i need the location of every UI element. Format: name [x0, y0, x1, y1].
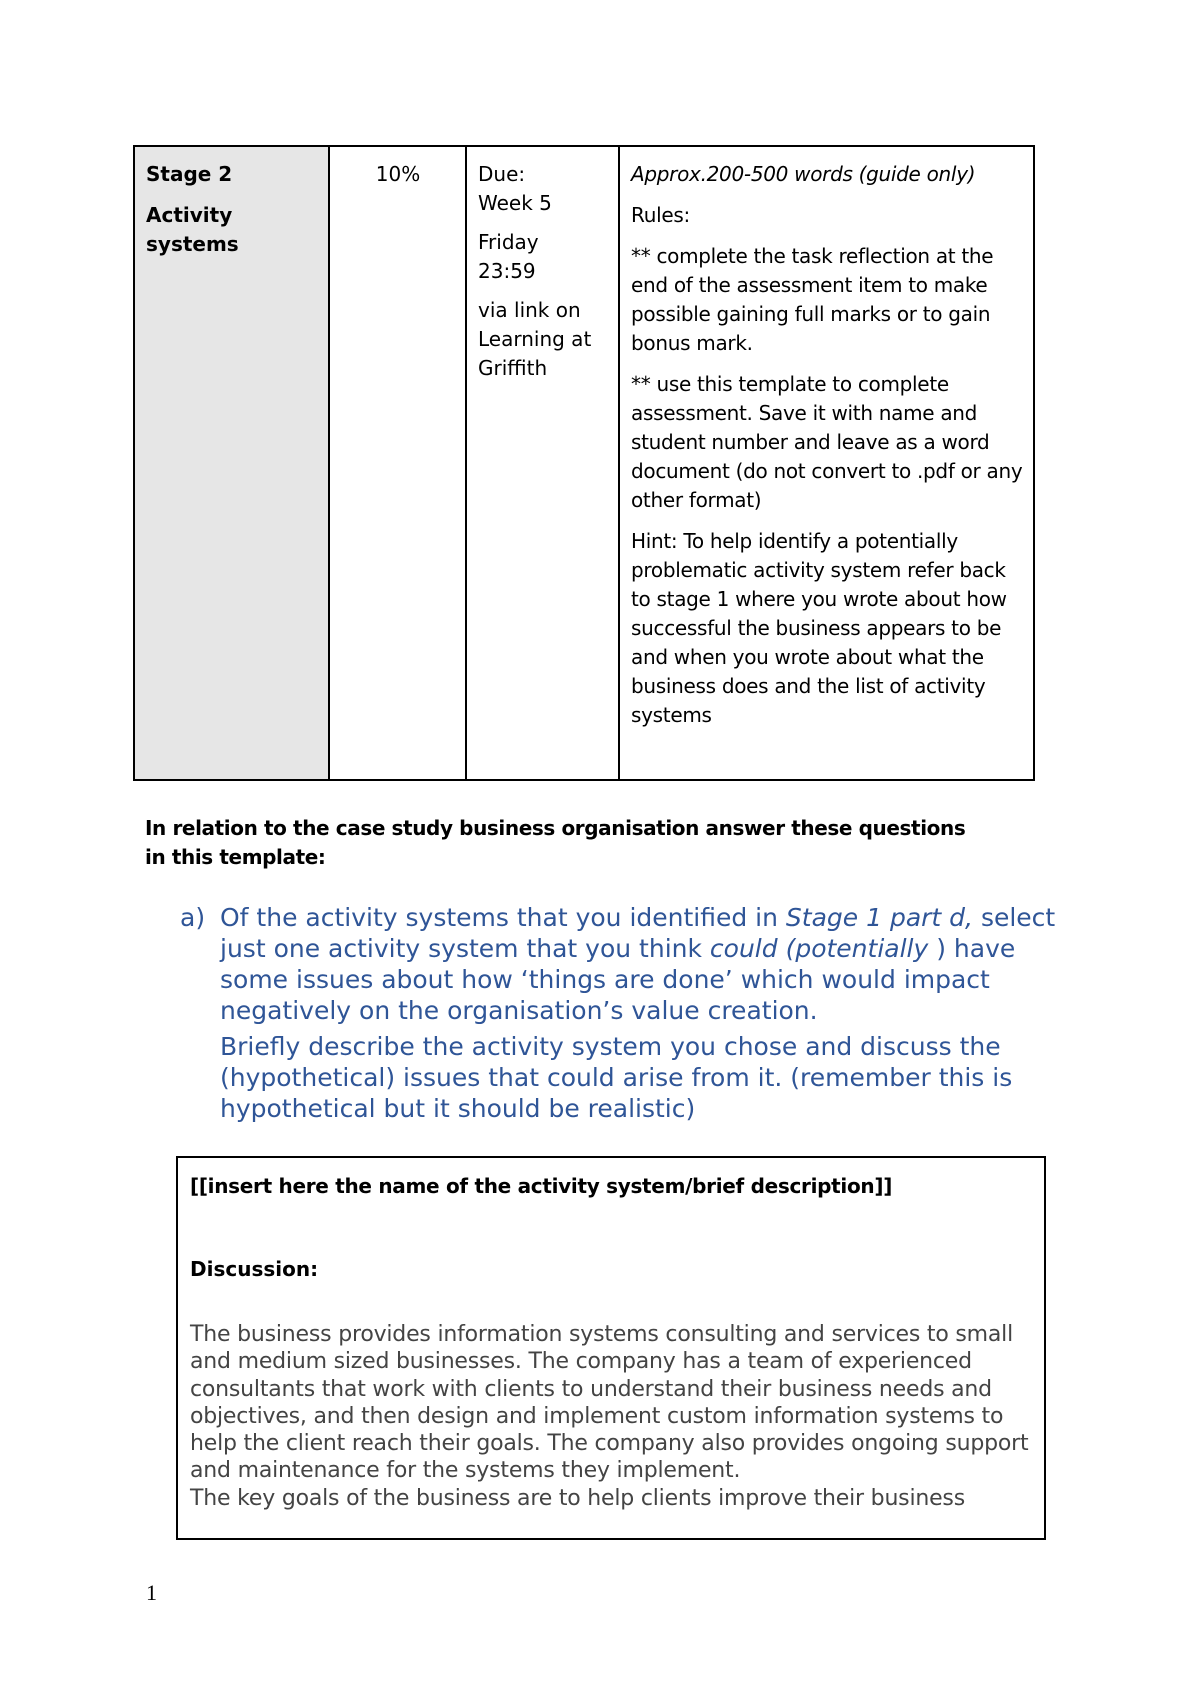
question-paragraph-1: [220, 902, 1060, 1026]
word-count-guide: Approx.200-500 words (guide only): [631, 162, 976, 186]
due-label: Due:: [478, 162, 526, 186]
assessment-stage-table: [133, 145, 1035, 781]
stage-name-line-2: systems: [146, 232, 239, 256]
hint-text: Hint: To help identify a potentially problematic activity system refer back to stage 1 where you wrote about how successful the business appears to be and when you wrote about what the business does and the list of activity systems: [631, 529, 1007, 727]
question-text-2-italic: could (potentially: [709, 934, 929, 963]
answer-paragraph-2: The key goals of the business are to help clients improve their business: [190, 1485, 965, 1511]
due-week: [478, 160, 608, 218]
due-week-value: Week 5: [478, 191, 552, 215]
due-time: [478, 228, 608, 286]
due-cell: [466, 146, 619, 780]
discussion-label: Discussion:: [190, 1257, 319, 1281]
question-label: a): [180, 903, 206, 932]
rules-heading: Rules:: [631, 203, 690, 227]
due-time-value: 23:59: [478, 259, 536, 283]
answer-text: [190, 1321, 1032, 1512]
question-text-1-italic: Stage 1 part d,: [785, 903, 973, 932]
due-day: Friday: [478, 230, 539, 254]
answer-box[interactable]: [176, 1156, 1046, 1540]
rule-2: ** use this template to complete assessment. Save it with name and student number and leave as a word document (do not convert to .pdf or any other format): [631, 372, 1023, 512]
stage-label: Stage 2: [146, 162, 233, 186]
stage-cell: [134, 146, 329, 780]
rule-1: ** complete the task reflection at the end of the assessment item to make possible gaining full marks or to gain bonus mark.: [631, 244, 994, 355]
due-via: via link on Learning at Griffith: [478, 298, 592, 380]
question-paragraph-2: Briefly describe the activity system you chose and discuss the (hypothetical) issues that could arise from it. (remember this is hypothetical but it should be realistic): [220, 1032, 1013, 1123]
answer-paragraph-1: The business provides information systems consulting and services to small and medium sized businesses. The company has a team of experienced consultants that work with clients to understand their business needs and objectives, and then design and implement custom information systems to help the client reach their goals. The company also provides ongoing support and maintenance for the systems they implement.: [190, 1322, 1029, 1484]
table-row: [134, 146, 1034, 780]
question-a: [180, 902, 1060, 1129]
info-cell: [619, 146, 1034, 780]
weight-cell: [329, 146, 466, 780]
answer-title-placeholder: [[insert here the name of the activity system/brief description]]: [190, 1174, 893, 1198]
question-body: [220, 902, 1060, 1124]
question-text-1: Of the activity systems that you identified in: [220, 903, 786, 932]
stage-name-line-1: Activity: [146, 203, 233, 227]
intro-instruction: In relation to the case study business organisation answer these questions in this template:: [145, 816, 966, 870]
page-number: 1: [146, 1580, 157, 1605]
question-text-2: select just one activity system that you think: [220, 903, 1056, 963]
weight-value: 10%: [375, 162, 421, 186]
question-text-3: ) have some issues about how ‘things are done’ which would impact negatively on the organisation’s value creation.: [220, 934, 1016, 1025]
